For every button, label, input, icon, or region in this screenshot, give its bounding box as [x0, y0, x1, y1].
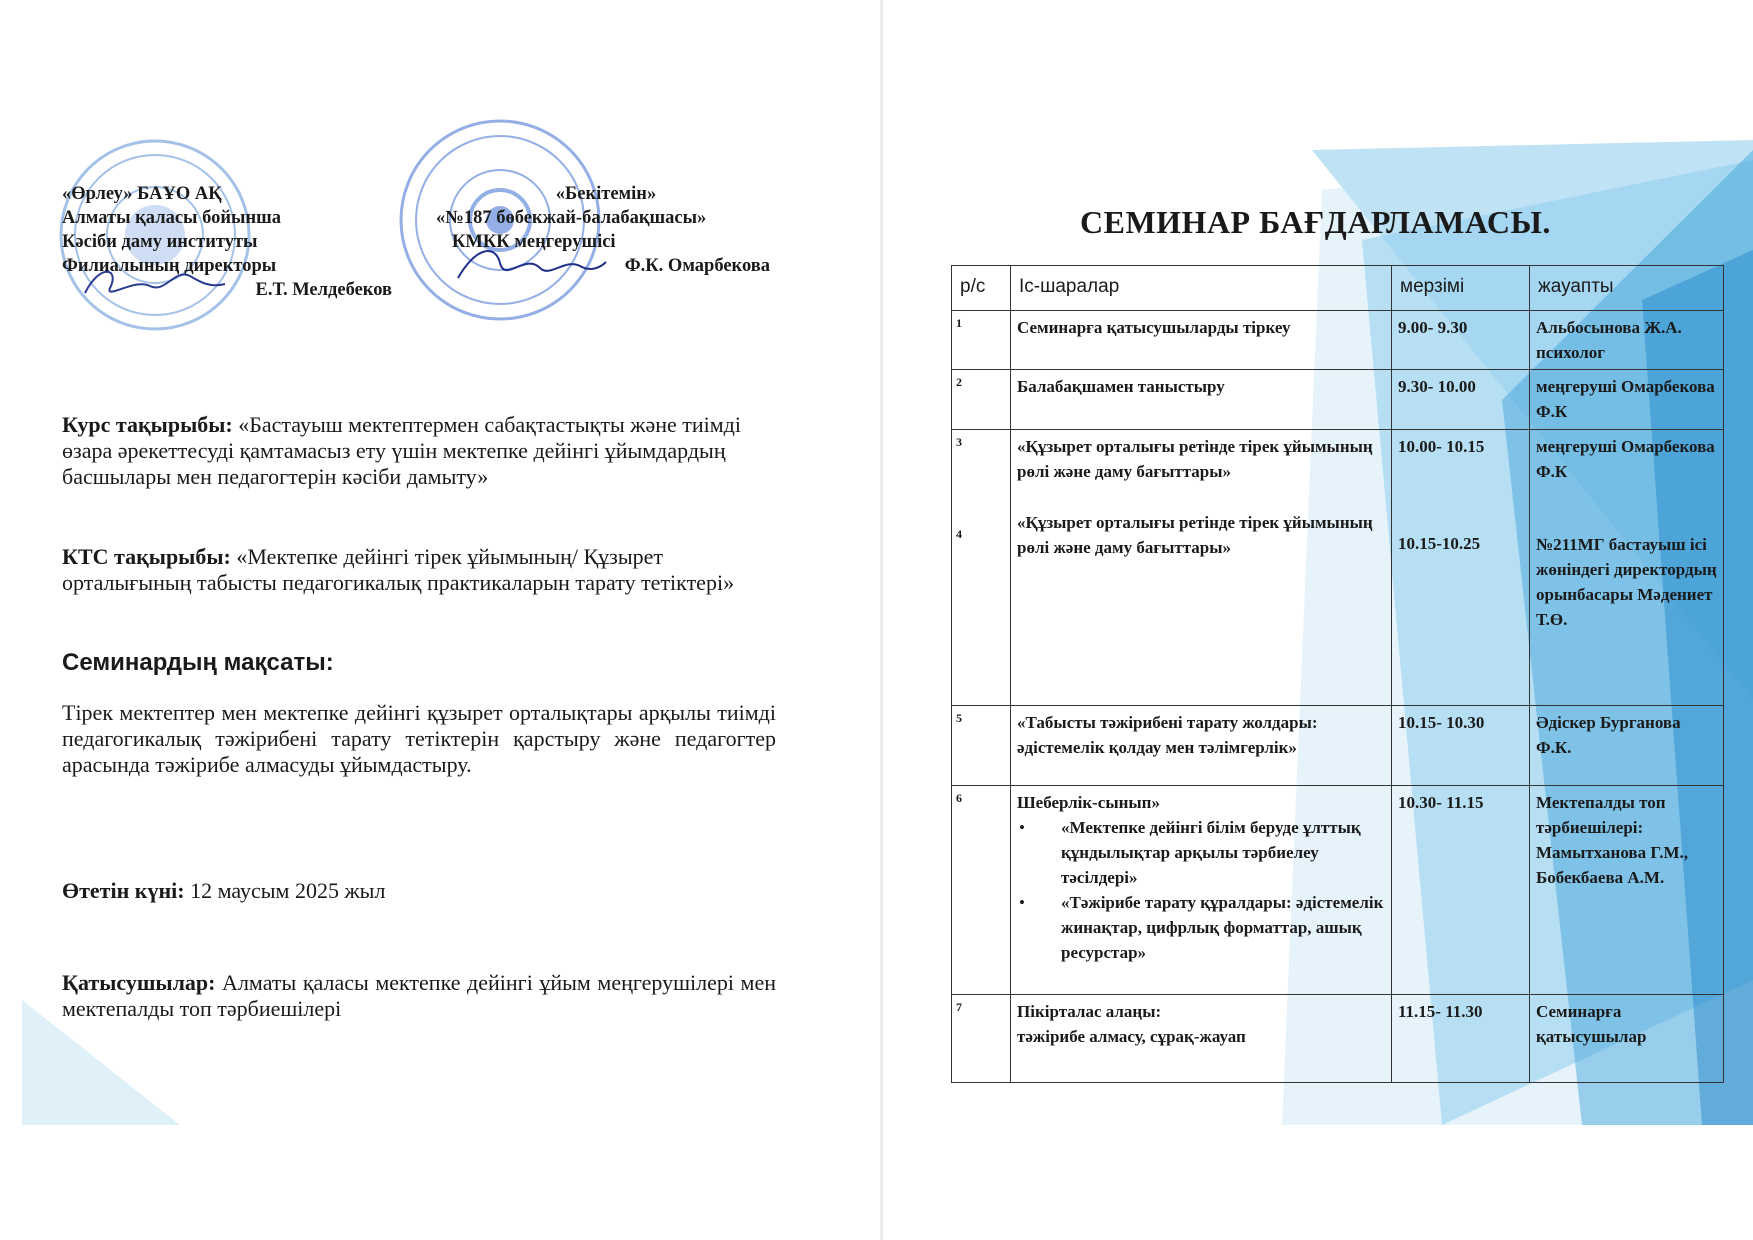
- row-num: 2: [952, 370, 1011, 430]
- row-event: [1011, 995, 1392, 1083]
- col-header-time: мерзімі: [1392, 266, 1530, 311]
- program-title: СЕМИНАР БАҒДАРЛАМАСЫ.: [1080, 204, 1551, 240]
- row-num: 5: [952, 706, 1011, 786]
- row-time: 10.30- 11.15: [1392, 786, 1530, 995]
- header-left-line-1: «Өрлеу» БАҰО АҚ: [62, 184, 222, 204]
- course-topic-text: «Бастауыш мектептермен сабақтастықты және тиімді өзара әрекеттесуді қамтамасыз ету үшін мектепке дейінгі ұйымдардың басшылары мен педагогтерін кәсіби дамыту»: [62, 412, 741, 489]
- table-row: [952, 995, 1724, 1083]
- row-event: Балабақшамен таныстыру: [1011, 370, 1392, 430]
- row-time: 10.15- 10.30: [1392, 706, 1530, 786]
- row-event-line-1: Пікірталас алаңы:: [1017, 1002, 1162, 1021]
- table-row: [952, 786, 1724, 995]
- header-right-line-3: КМКК меңгерушісі: [452, 232, 616, 252]
- course-topic: [62, 412, 776, 490]
- row-resp: Семинарға қатысушылар: [1530, 995, 1724, 1083]
- row-event-4: «Құзырет орталығы ретінде тірек ұйымының рөлі және даму бағыттары»: [1017, 513, 1373, 557]
- header-right-line-1: «Бекітемін»: [555, 184, 657, 204]
- row-time-4: 10.15-10.25: [1398, 534, 1481, 553]
- row-resp: Альбосынова Ж.А. психолог: [1530, 311, 1724, 370]
- event-date-label: Өтетін күні:: [62, 878, 185, 903]
- table-row: [952, 430, 1724, 706]
- row-num: 6: [952, 786, 1011, 995]
- course-topic-label: Курс тақырыбы:: [62, 412, 233, 437]
- row-event: [1011, 786, 1392, 995]
- row-time: 9.00- 9.30: [1392, 311, 1530, 370]
- row-resp: меңгеруші Омарбекова Ф.К: [1530, 370, 1724, 430]
- row-num: [952, 430, 1011, 706]
- row-num-4: 4: [956, 527, 962, 541]
- header-right-line-4: Ф.К. Омарбекова: [624, 256, 770, 276]
- goal-text: Тірек мектептер мен мектепке дейінгі құзырет орталықтары арқылы тиімді педагогикалық тәжірибені тарату тетіктерін қарстыру және педагогтер арасында тәжірибе алмасуды ұйымдастыру.: [62, 700, 776, 777]
- participants-label: Қатысушылар:: [62, 970, 216, 995]
- row-time: [1392, 430, 1530, 706]
- row-event-bullets: [1017, 815, 1385, 965]
- row-event: «Табысты тәжірибені тарату жолдары: әдістемелік қолдау мен тәлімгерлік»: [1011, 706, 1392, 786]
- table-row: [952, 706, 1724, 786]
- kts-topic: [62, 544, 776, 596]
- participants-text: Алматы қаласы мектепке дейінгі ұйым меңгерушілері мен мектепалды топ тәрбиешілері: [62, 970, 776, 1021]
- table-row: [952, 370, 1724, 430]
- col-header-num: р/с: [952, 266, 1011, 311]
- page-fold: [880, 0, 883, 1240]
- row-num: 1: [952, 311, 1011, 370]
- header-left-line-3: Кәсіби даму институты: [62, 232, 258, 252]
- row-resp: Мектепалды топ тәрбиешілері: Мамытханова Г.М., Бобекбаева А.М.: [1530, 786, 1724, 995]
- approval-header-right: [436, 182, 776, 278]
- header-left-line-5: Е.Т. Мелдебеков: [255, 280, 392, 300]
- row-event-line-2: тәжірибе алмасу, сұрақ-жауап: [1017, 1027, 1246, 1046]
- list-item: • «Мектепке дейінгі білім беруде ұлттық құндылықтар арқылы тәрбиелеу тәсілдері»: [1061, 815, 1385, 890]
- row-time: 11.15- 11.30: [1392, 995, 1530, 1083]
- row-resp-3: меңгеруші Омарбекова Ф.К: [1536, 437, 1715, 481]
- row-event: [1011, 430, 1392, 706]
- goal-heading: [62, 650, 776, 676]
- row-num: 7: [952, 995, 1011, 1083]
- header-left-line-2: Алматы қаласы бойынша: [62, 208, 282, 228]
- approval-header-left: [62, 182, 392, 302]
- header-right-line-2: «№187 бөбекжай-балабақшасы»: [436, 208, 707, 228]
- row-event-title: Шеберлік-сынып»: [1017, 793, 1160, 812]
- row-time: 9.30- 10.00: [1392, 370, 1530, 430]
- row-resp-4: №211МГ бастауыш ісі жөніндегі директордың орынбасары Мәдениет Т.Ө.: [1536, 535, 1717, 629]
- row-event: Семинарға қатысушыларды тіркеу: [1011, 311, 1392, 370]
- event-date: [62, 878, 776, 904]
- row-event-3: «Құзырет орталығы ретінде тірек ұйымының рөлі және даму бағыттары»: [1017, 437, 1373, 481]
- header-left-line-4: Филиалының директоры: [62, 256, 277, 276]
- program-table: [951, 265, 1724, 1083]
- table-header-row: [952, 266, 1724, 311]
- list-item: • «Тәжірибе тарату құралдары: әдістемелік жинақтар, цифрлық форматтар, ашық ресурстар»: [1061, 890, 1385, 965]
- kts-topic-text: «Мектепке дейінгі тірек ұйымының/ Құзырет орталығының табысты педагогикалық практикаларын тарату тетіктері»: [62, 544, 735, 595]
- participants: [62, 970, 776, 1022]
- table-row: [952, 311, 1724, 370]
- kts-topic-label: КТС тақырыбы:: [62, 544, 231, 569]
- row-resp: Әдіскер Бурганова Ф.К.: [1530, 706, 1724, 786]
- event-date-value: 12 маусым 2025 жыл: [184, 878, 386, 903]
- goal-heading-text: Семинардың мақсаты:: [62, 649, 334, 676]
- col-header-event: Іс-шаралар: [1011, 266, 1392, 311]
- col-header-resp: жауапты: [1530, 266, 1724, 311]
- row-time-3: 10.00- 10.15: [1398, 437, 1485, 456]
- row-num-3: 3: [956, 435, 962, 449]
- row-resp: [1530, 430, 1724, 706]
